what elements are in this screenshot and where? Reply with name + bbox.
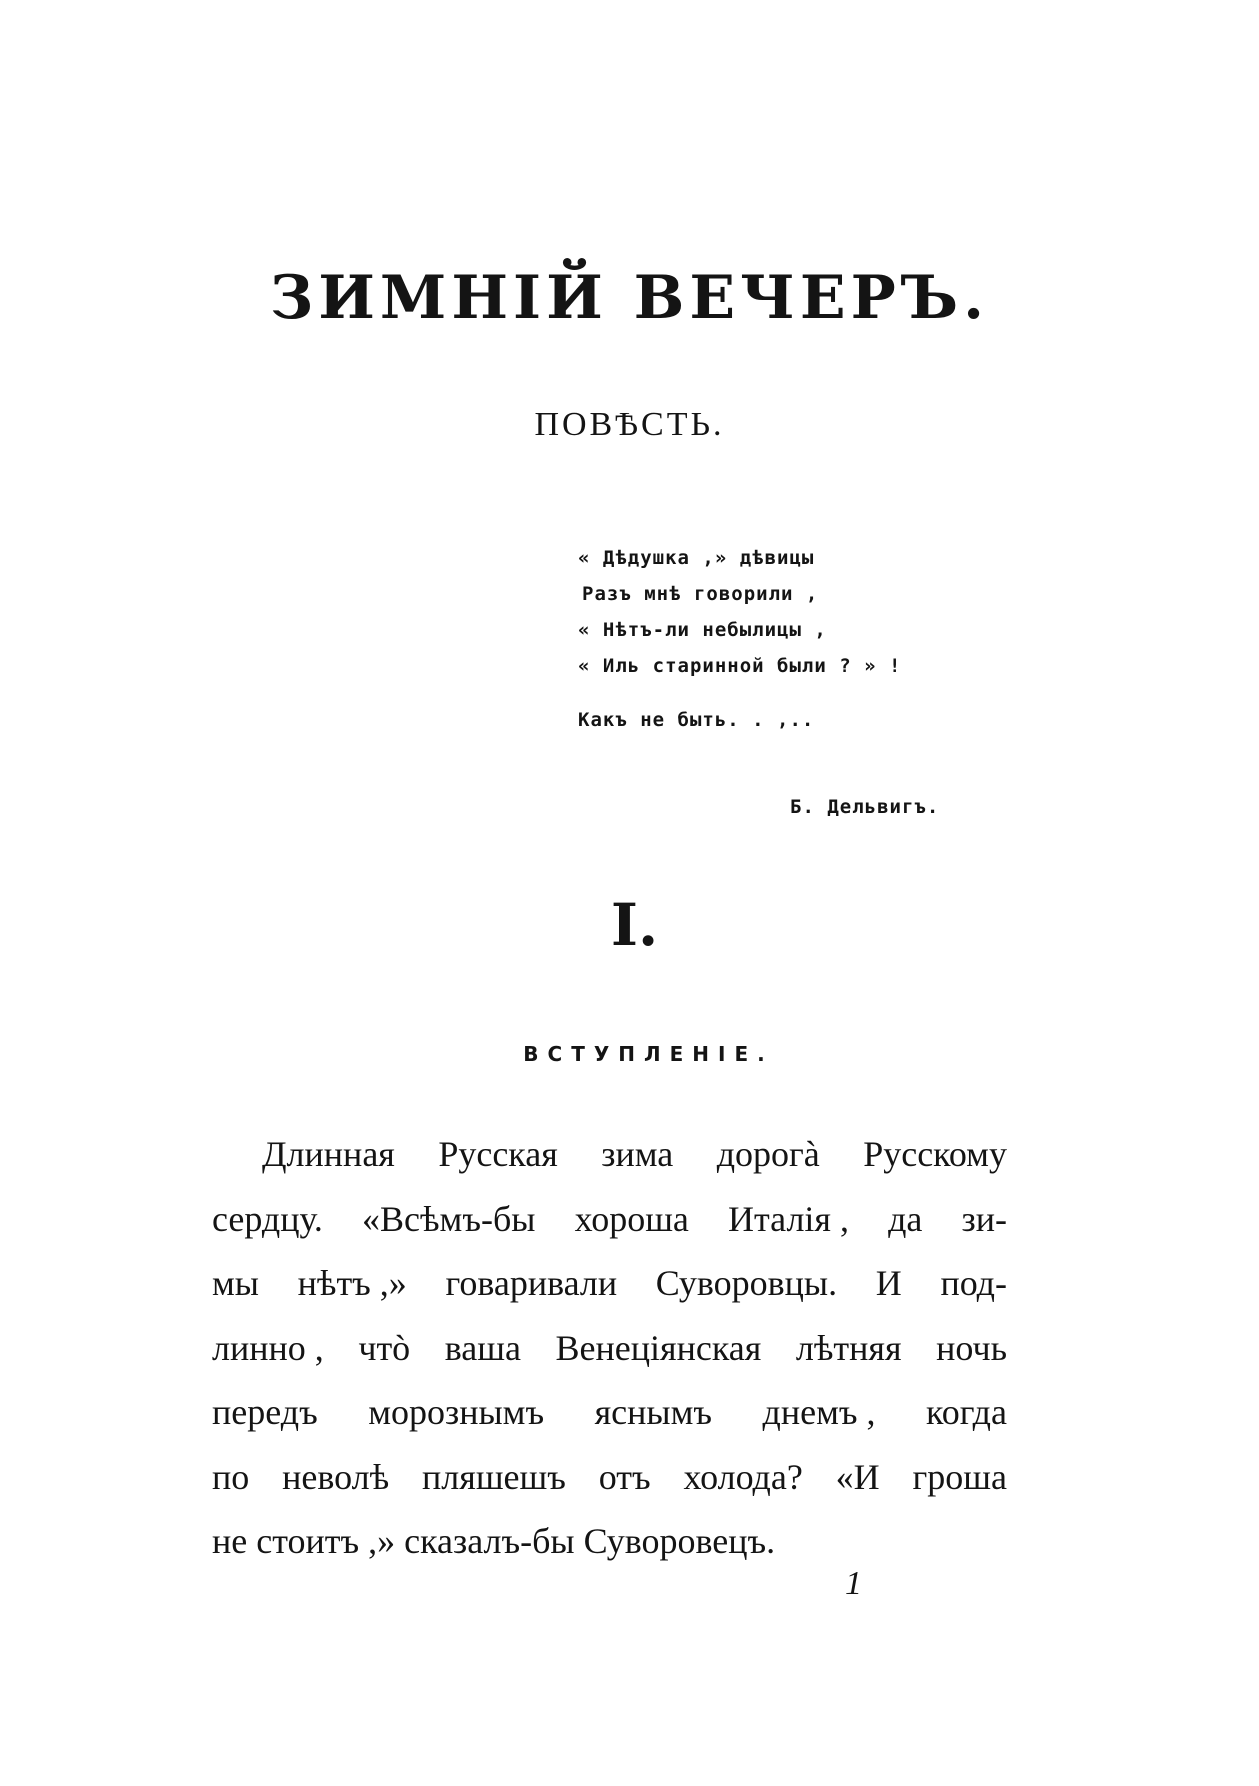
body-line <box>212 1445 1007 1510</box>
body-word: ночь <box>936 1327 1007 1368</box>
body-word: «Всѣмъ-бы <box>362 1198 536 1239</box>
body-line <box>212 1316 1007 1381</box>
body-word: холода? <box>683 1456 803 1497</box>
body-word: зи- <box>961 1198 1007 1239</box>
body-word: хороша <box>574 1198 689 1239</box>
body-word: Италія , <box>728 1198 849 1239</box>
body-word: ваша <box>444 1327 521 1368</box>
body-word: Суворовцы. <box>655 1263 838 1303</box>
body-line <box>212 1509 1007 1574</box>
section-heading: ВСТУПЛЕНІЕ. <box>523 1042 774 1066</box>
body-word: Длинная <box>262 1134 395 1174</box>
body-word: линно , <box>212 1327 324 1368</box>
page-signature: 1 <box>845 1565 862 1602</box>
body-word: днемъ , <box>762 1392 876 1432</box>
body-word: по <box>212 1456 250 1497</box>
page-subtitle: ПОВѢСТЬ. <box>534 406 725 443</box>
body-word: «И <box>835 1456 880 1497</box>
body-word: нѣтъ ,» <box>297 1263 407 1303</box>
body-word: под- <box>940 1263 1007 1303</box>
body-word: говаривали <box>445 1263 618 1303</box>
body-text <box>212 1122 1007 1574</box>
body-word: И <box>875 1263 902 1303</box>
body-word: когда <box>926 1392 1007 1432</box>
epigraph-closing-line: Какъ не быть. . ,.. <box>578 709 815 731</box>
body-word: морознымъ <box>368 1392 545 1432</box>
body-word: отъ <box>598 1456 651 1497</box>
body-word: пляшешъ <box>422 1456 566 1497</box>
chapter-number: I. <box>610 891 659 959</box>
body-word: да <box>888 1198 923 1239</box>
epigraph-attribution: Б. Дельвигъ. <box>790 796 940 818</box>
body-line <box>212 1251 1007 1316</box>
body-line <box>212 1122 1007 1187</box>
page-title: ЗИМНІЙ ВЕЧЕРЪ. <box>269 263 990 333</box>
body-word: дорогà <box>716 1134 820 1174</box>
body-word: не стоитъ ,» сказалъ-бы Суворовецъ. <box>212 1521 776 1561</box>
body-word: Венеціянская <box>555 1327 762 1368</box>
body-word: чтò <box>358 1327 411 1368</box>
body-word: гроша <box>912 1456 1007 1497</box>
epigraph-line: « Иль старинной были ? » ! <box>578 655 902 677</box>
body-line <box>212 1380 1007 1445</box>
body-word: Русская <box>438 1134 558 1174</box>
body-word: мы <box>212 1263 259 1303</box>
epigraph-line: « Нѣтъ-ли небылицы , <box>578 619 827 641</box>
body-word: передъ <box>212 1392 318 1432</box>
body-word: лѣтняя <box>795 1327 902 1368</box>
epigraph-line: « Дѣдушка ,» дѣвицы <box>578 547 815 569</box>
body-word: зима <box>601 1134 674 1174</box>
body-word: Русскому <box>863 1134 1007 1174</box>
epigraph-line: Разъ мнѣ говорили , <box>582 583 819 605</box>
body-word: яснымъ <box>594 1392 712 1432</box>
epigraph <box>578 540 998 738</box>
body-word: сердцу. <box>212 1198 323 1239</box>
body-line <box>212 1187 1007 1252</box>
body-word: неволѣ <box>282 1456 390 1497</box>
